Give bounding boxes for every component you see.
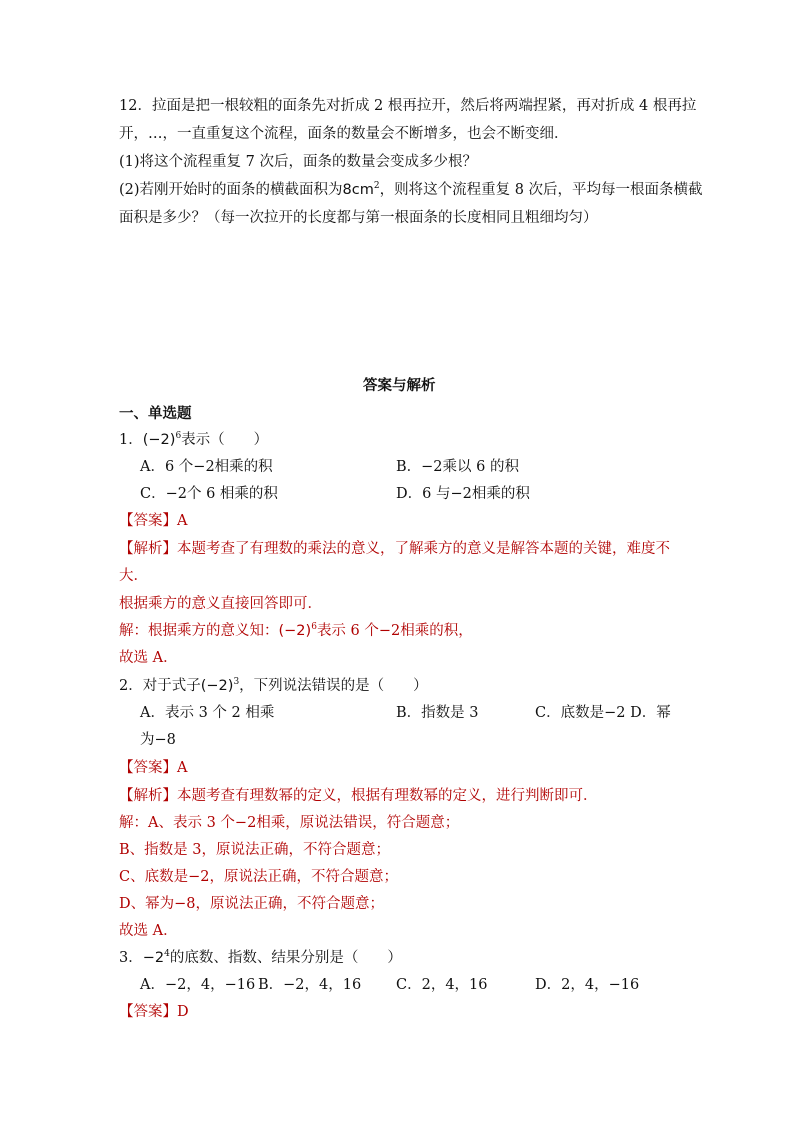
q12-line2: 开，…，一直重复这个流程，面条的数量会不断增多，也会不断变细． [119, 126, 569, 142]
q2-solution-line3: C、底数是−2，原说法正确，不符合题意； [119, 869, 398, 885]
q12-line1: 12．拉面是把一根较粗的面条先对折成 2 根再拉开，然后将两端捏紧，再对折成 4 根再拉 [119, 98, 697, 114]
q1-stem-sup: 6 [175, 431, 182, 441]
q1-option-a: A．6 个−2相乘的积 [140, 459, 273, 475]
q2-solution-line4: D、幂为−8，原说法正确，不符合题意； [119, 896, 384, 912]
q1-stem-text: 表示（ ） [181, 432, 269, 448]
q1-method: 根据乘方的意义直接回答即可． [119, 596, 322, 612]
q2-option-cd: C．底数是−2 D．幂 [535, 705, 671, 721]
q3-option-b: B．−2，4，16 [258, 977, 362, 993]
section-heading: 一、单选题 [119, 405, 192, 422]
q2-stem-text-a: 2．对于式子 [119, 678, 201, 694]
q3-option-c: C．2，4，16 [396, 977, 488, 993]
q3-stem-text: 的底数、指数、结果分别是（ ） [169, 950, 402, 966]
q3-stem-num: 3． [119, 950, 143, 966]
q1-stem [119, 430, 268, 450]
q3-stem [119, 948, 402, 968]
q12-part2 [119, 180, 703, 200]
q3-stem-math: −2 [142, 950, 165, 966]
q3-stem-sup: 4 [164, 949, 170, 959]
q12-part2-math: 8cm [342, 182, 374, 198]
q2-option-b: B．指数是 3 [396, 705, 479, 721]
q1-solution-text-b: 表示 6 个−2相乘的积， [316, 623, 473, 639]
q1-choose: 故选 A． [119, 650, 178, 666]
q1-analysis-line1: 【解析】本题考查了有理数的乘法的意义，了解乘方的意义是解答本题的关键，难度不 [119, 541, 670, 557]
q2-analysis: 【解析】本题考查有理数幂的定义，根据有理数幂的定义，进行判断即可． [119, 788, 598, 804]
q3-option-a: A．−2，4，−16 [140, 977, 256, 993]
q2-stem-text-b: ，下列说法错误的是（ ） [239, 678, 428, 694]
q2-choose: 故选 A． [119, 923, 178, 939]
q2-solution-line2: B、指数是 3，原说法正确，不符合题意； [119, 842, 390, 858]
q1-solution-text-a: 解：根据乘方的意义知： [119, 623, 279, 639]
q2-answer: 【答案】A [119, 760, 188, 776]
q3-answer: 【答案】D [119, 1004, 189, 1020]
q12-line5: 面积是多少？（每一次拉开的长度都与第一根面条的长度相同且粗细均匀） [119, 210, 598, 226]
q12-part1: (1)将这个流程重复 7 次后，面条的数量会变成多少根？ [119, 154, 477, 170]
q12-part2-text-b: ，则将这个流程重复 8 次后，平均每一根面条横截 [379, 182, 703, 198]
q1-option-c: C．−2个 6 相乘的积 [140, 486, 278, 502]
q12-part2-text-a: (2)若刚开始时的面条的横截面积为 [119, 182, 343, 198]
q2-stem [119, 676, 428, 696]
q2-option-a: A．表示 3 个 2 相乘 [140, 705, 275, 721]
q1-analysis-line2: 大． [119, 568, 148, 584]
q1-stem-math: (−2) [142, 432, 176, 448]
answers-title: 答案与解析 [363, 377, 436, 394]
q2-solution-line1: 解：A、表示 3 个−2相乘，原说法错误，符合题意； [119, 815, 460, 831]
q1-option-b: B．−2乘以 6 的积 [396, 459, 519, 475]
q2-stem-math: (−2) [200, 678, 234, 694]
q1-stem-num: 1． [119, 432, 143, 448]
q1-option-d: D．6 与−2相乘的积 [396, 486, 530, 502]
q1-solution-math: (−2) [278, 623, 312, 639]
q12-part2-sup: 2 [373, 181, 380, 191]
q2-stem-sup: 3 [233, 677, 240, 687]
q1-solution-sup: 6 [311, 622, 317, 632]
q2-option-d-cont: 为−8 [140, 732, 176, 748]
q3-option-d: D．2，4，−16 [535, 977, 640, 993]
q1-answer: 【答案】A [119, 513, 188, 529]
q1-solution [119, 621, 473, 641]
